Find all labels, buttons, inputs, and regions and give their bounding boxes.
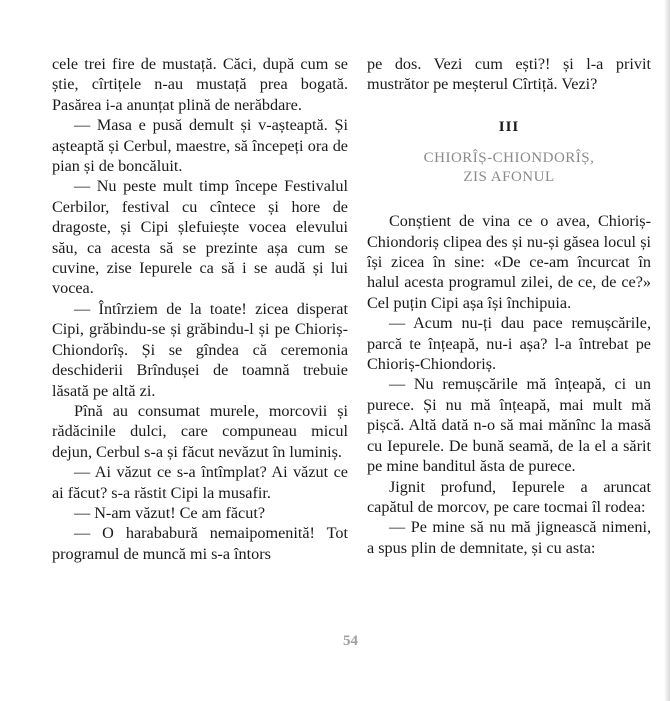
chapter-title xyxy=(367,149,651,187)
paragraph: — Pe mine să nu mă jignească nimeni, a spus plin de demnitate, și cu asta: xyxy=(367,518,651,557)
paragraph: pe dos. Vezi cum ești?! și l-a privit mustrător pe meșterul Cîrtiță. Vezi? xyxy=(367,55,651,94)
chapter-title-line: CHIORÎȘ-CHIONDORÎȘ, xyxy=(423,150,595,167)
paragraph: cele trei fire de mustață. Căci, după cum se știe, cîrtițele n-au mustață prea bogată. Pasărea i-a anunțat plină de nerăbdare. xyxy=(52,55,348,114)
paragraph: — Nu peste mult timp începe Festivalul Cerbilor, festival cu cîntece și hore de dragoste, și Cipi șlefuiește vocea elevului său, ca acesta să se prezinte așa cum se cuvine, zise Iepurele ca să i se audă și lui vocea. xyxy=(52,177,348,298)
chapter-number: III xyxy=(498,118,520,135)
paragraph: — Acum nu-ți dau pace remușcările, parcă te înțeapă, nu-i așa? l-a întrebat pe Chioriș-Chiondoriș. xyxy=(367,314,651,374)
paragraph: Jignit profund, Iepurele a aruncat capătul de morcov, pe care tocmai îl rodea: xyxy=(367,477,651,516)
paragraph: Conștient de vina ce o avea, Chioriș-Chiondoriș clipea des și nu-și găsea locul și își zicea în sine: «De ce-am încurcat în halul acesta programul zilei, de ce, de ce?» Cel puțin Cipi așa își închipuia. xyxy=(367,212,651,312)
page-edge-shadow xyxy=(664,0,670,701)
right-text-column xyxy=(367,54,651,558)
left-text-column xyxy=(52,54,348,564)
paragraph: — Întîrziem de la toate! zicea disperat Cipi, grăbindu-se și grăbindu-l și pe Chioriș-Chiondorîș. Și se gîndea că ceremonia deschiderii Brîndușei de toamnă trebuie lăsată pe altă zi. xyxy=(52,299,348,400)
paragraph: — Masa e pusă demult și v-așteaptă. Și așteaptă și Cerbul, maestre, să începeți ora de pian și de boncăluit. xyxy=(52,116,348,176)
paragraph: Pînă au consumat murele, morcovii și rădăcinile dulci, care compuneau micul dejun, Cerbul s-a și făcut nevăzut în luminiș. xyxy=(52,401,348,461)
paragraph: — N-am văzut! Ce am făcut? xyxy=(74,503,266,522)
paragraph: — Ai văzut ce s-a întîmplat? Ai văzut ce ai făcut? s-a răstit Cipi la musafir. xyxy=(52,463,348,502)
chapter-title-line: ZIS AFONUL xyxy=(463,169,555,186)
page-number: 54 xyxy=(343,633,358,649)
paragraph: — O harababură nemaipomenită! Tot programul de muncă mi s-a întors xyxy=(52,524,348,563)
paragraph: — Nu remușcările mă înțeapă, ci un purece. Și nu mă înțeapă, mai mult mă pișcă. Altă dată n-o să mai mănînc la masă cu Iepurele. De bună seamă, de la el a sărit pe mine banditul ăsta de purece. xyxy=(367,375,651,476)
